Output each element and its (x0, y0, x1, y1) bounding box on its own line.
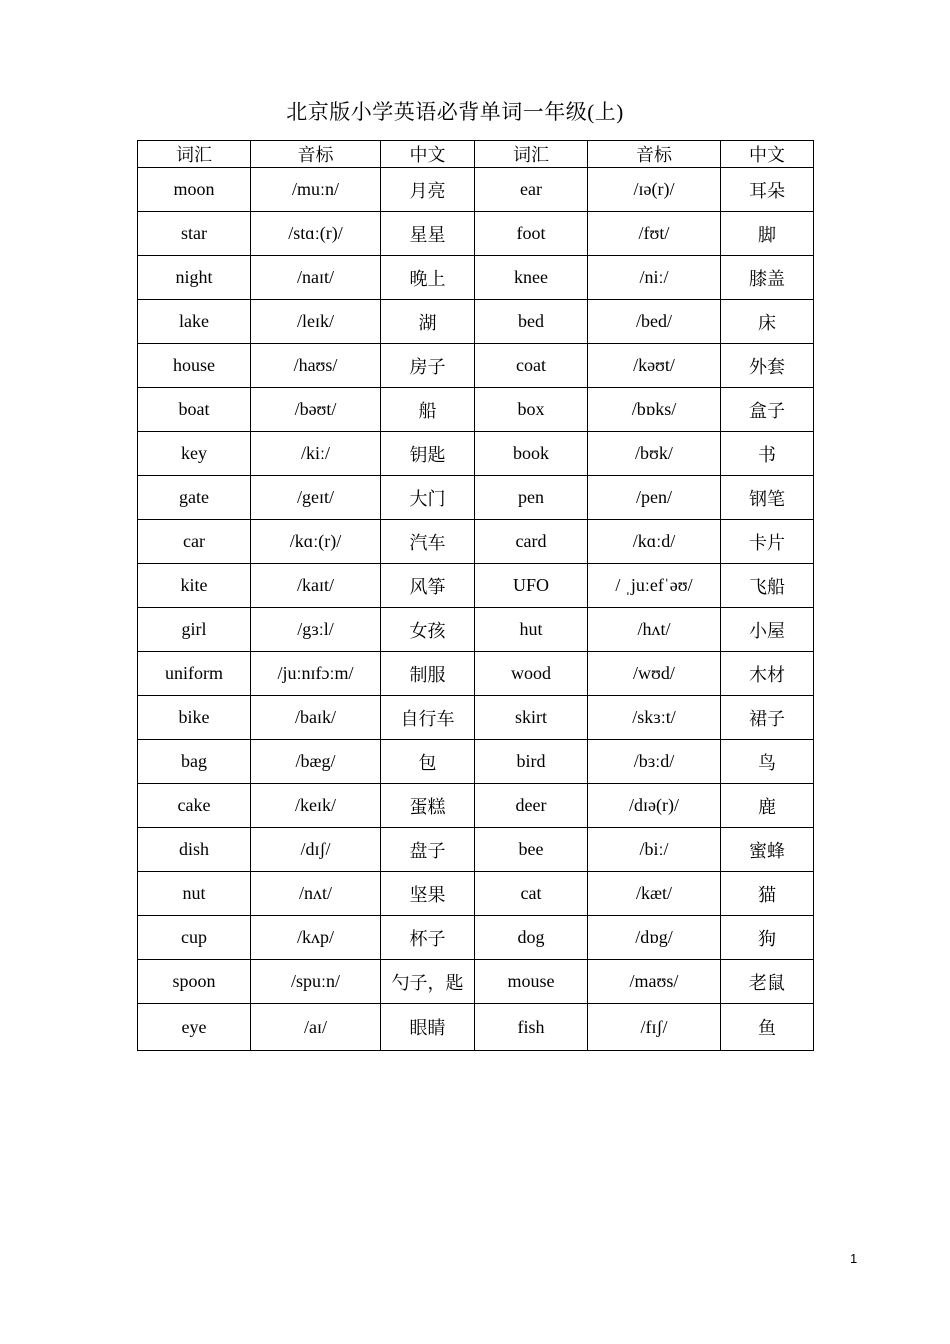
cell-phonetic: /geɪt/ (251, 476, 381, 520)
cell-phonetic: /spuːn/ (251, 960, 381, 1004)
cell-phonetic: /muːn/ (251, 168, 381, 212)
table-row (138, 1004, 814, 1051)
cell-chinese: 木材 (721, 652, 814, 696)
cell-word: card (475, 520, 588, 564)
cell-phonetic: /bəʊt/ (251, 388, 381, 432)
cell-chinese: 钥匙 (381, 432, 475, 476)
cell-chinese: 耳朵 (721, 168, 814, 212)
cell-word: bee (475, 828, 588, 872)
table-row (138, 388, 814, 432)
cell-chinese: 包 (381, 740, 475, 784)
cell-phonetic: /dɪə(r)/ (588, 784, 721, 828)
cell-phonetic: / ˌjuːefˈəʊ/ (588, 564, 721, 608)
cell-phonetic: /nʌt/ (251, 872, 381, 916)
cell-chinese: 狗 (721, 916, 814, 960)
table-row (138, 960, 814, 1004)
cell-chinese: 膝盖 (721, 256, 814, 300)
cell-phonetic: /fɪʃ/ (588, 1004, 721, 1051)
cell-phonetic: /kɑːd/ (588, 520, 721, 564)
cell-word: bed (475, 300, 588, 344)
cell-phonetic: /juːnɪfɔːm/ (251, 652, 381, 696)
cell-phonetic: /kæt/ (588, 872, 721, 916)
cell-word: nut (138, 872, 251, 916)
cell-word: fish (475, 1004, 588, 1051)
cell-word: star (138, 212, 251, 256)
cell-chinese: 房子 (381, 344, 475, 388)
header-chinese: 中文 (721, 141, 814, 168)
cell-word: bird (475, 740, 588, 784)
cell-word: coat (475, 344, 588, 388)
cell-word: house (138, 344, 251, 388)
cell-chinese: 床 (721, 300, 814, 344)
table-row (138, 256, 814, 300)
cell-phonetic: /maʊs/ (588, 960, 721, 1004)
cell-chinese: 坚果 (381, 872, 475, 916)
cell-word: cake (138, 784, 251, 828)
cell-chinese: 鸟 (721, 740, 814, 784)
cell-phonetic: /bɜːd/ (588, 740, 721, 784)
table-row (138, 344, 814, 388)
cell-phonetic: /biː/ (588, 828, 721, 872)
cell-phonetic: /niː/ (588, 256, 721, 300)
cell-word: night (138, 256, 251, 300)
header-word: 词汇 (475, 141, 588, 168)
cell-chinese: 星星 (381, 212, 475, 256)
cell-chinese: 盘子 (381, 828, 475, 872)
table-row (138, 608, 814, 652)
cell-phonetic: /ɪə(r)/ (588, 168, 721, 212)
cell-chinese: 老鼠 (721, 960, 814, 1004)
cell-phonetic: /baɪk/ (251, 696, 381, 740)
table-row (138, 784, 814, 828)
cell-word: hut (475, 608, 588, 652)
table-row (138, 652, 814, 696)
cell-phonetic: /hʌt/ (588, 608, 721, 652)
table-row (138, 564, 814, 608)
cell-phonetic: /pen/ (588, 476, 721, 520)
page-number: 1 (850, 1251, 858, 1266)
cell-word: boat (138, 388, 251, 432)
cell-word: mouse (475, 960, 588, 1004)
cell-chinese: 蛋糕 (381, 784, 475, 828)
table-row (138, 520, 814, 564)
cell-chinese: 钢笔 (721, 476, 814, 520)
cell-word: ear (475, 168, 588, 212)
cell-chinese: 鹿 (721, 784, 814, 828)
cell-phonetic: /bɒks/ (588, 388, 721, 432)
header-phonetic: 音标 (588, 141, 721, 168)
cell-chinese: 制服 (381, 652, 475, 696)
cell-chinese: 卡片 (721, 520, 814, 564)
cell-chinese: 猫 (721, 872, 814, 916)
cell-chinese: 湖 (381, 300, 475, 344)
cell-word: foot (475, 212, 588, 256)
cell-phonetic: /kiː/ (251, 432, 381, 476)
cell-chinese: 裙子 (721, 696, 814, 740)
cell-chinese: 大门 (381, 476, 475, 520)
table-row (138, 872, 814, 916)
cell-word: bike (138, 696, 251, 740)
cell-phonetic: /kəʊt/ (588, 344, 721, 388)
cell-word: wood (475, 652, 588, 696)
cell-word: knee (475, 256, 588, 300)
cell-word: car (138, 520, 251, 564)
cell-phonetic: /leɪk/ (251, 300, 381, 344)
cell-chinese: 晚上 (381, 256, 475, 300)
cell-word: box (475, 388, 588, 432)
cell-phonetic: /aɪ/ (251, 1004, 381, 1051)
cell-word: book (475, 432, 588, 476)
cell-chinese: 外套 (721, 344, 814, 388)
cell-word: gate (138, 476, 251, 520)
table-row (138, 432, 814, 476)
header-chinese: 中文 (381, 141, 475, 168)
cell-word: bag (138, 740, 251, 784)
cell-word: kite (138, 564, 251, 608)
cell-word: lake (138, 300, 251, 344)
cell-word: deer (475, 784, 588, 828)
cell-word: eye (138, 1004, 251, 1051)
cell-word: pen (475, 476, 588, 520)
cell-phonetic: /haʊs/ (251, 344, 381, 388)
cell-phonetic: /kɑː(r)/ (251, 520, 381, 564)
cell-chinese: 脚 (721, 212, 814, 256)
cell-chinese: 书 (721, 432, 814, 476)
table-row (138, 916, 814, 960)
cell-chinese: 蜜蜂 (721, 828, 814, 872)
table-row (138, 476, 814, 520)
cell-word: UFO (475, 564, 588, 608)
cell-chinese: 船 (381, 388, 475, 432)
table-row (138, 212, 814, 256)
cell-word: dish (138, 828, 251, 872)
cell-word: skirt (475, 696, 588, 740)
cell-word: spoon (138, 960, 251, 1004)
cell-phonetic: /stɑː(r)/ (251, 212, 381, 256)
cell-phonetic: /dɪʃ/ (251, 828, 381, 872)
cell-phonetic: /bæg/ (251, 740, 381, 784)
cell-chinese: 风筝 (381, 564, 475, 608)
cell-phonetic: /skɜːt/ (588, 696, 721, 740)
cell-chinese: 小屋 (721, 608, 814, 652)
header-phonetic: 音标 (251, 141, 381, 168)
cell-word: girl (138, 608, 251, 652)
cell-word: dog (475, 916, 588, 960)
cell-phonetic: /fʊt/ (588, 212, 721, 256)
cell-chinese: 勺子，匙 (381, 960, 475, 1004)
cell-chinese: 鱼 (721, 1004, 814, 1051)
table-row (138, 300, 814, 344)
cell-phonetic: /bʊk/ (588, 432, 721, 476)
cell-word: uniform (138, 652, 251, 696)
cell-chinese: 眼睛 (381, 1004, 475, 1051)
cell-chinese: 汽车 (381, 520, 475, 564)
table-row (138, 696, 814, 740)
cell-phonetic: /dɒg/ (588, 916, 721, 960)
cell-word: moon (138, 168, 251, 212)
cell-phonetic: /kaɪt/ (251, 564, 381, 608)
cell-chinese: 盒子 (721, 388, 814, 432)
cell-word: cup (138, 916, 251, 960)
header-word: 词汇 (138, 141, 251, 168)
table-body (138, 168, 814, 1051)
table-row (138, 828, 814, 872)
cell-phonetic: /kʌp/ (251, 916, 381, 960)
table-row (138, 740, 814, 784)
vocabulary-table (137, 140, 814, 1051)
cell-phonetic: /bed/ (588, 300, 721, 344)
cell-chinese: 女孩 (381, 608, 475, 652)
cell-chinese: 杯子 (381, 916, 475, 960)
cell-chinese: 自行车 (381, 696, 475, 740)
table-row (138, 168, 814, 212)
cell-chinese: 飞船 (721, 564, 814, 608)
table-header-row (138, 141, 814, 168)
page-title: 北京版小学英语必背单词一年级(上) (286, 100, 624, 124)
cell-word: cat (475, 872, 588, 916)
cell-chinese: 月亮 (381, 168, 475, 212)
cell-phonetic: /wʊd/ (588, 652, 721, 696)
cell-phonetic: /keɪk/ (251, 784, 381, 828)
cell-word: key (138, 432, 251, 476)
cell-phonetic: /naɪt/ (251, 256, 381, 300)
cell-phonetic: /gɜːl/ (251, 608, 381, 652)
